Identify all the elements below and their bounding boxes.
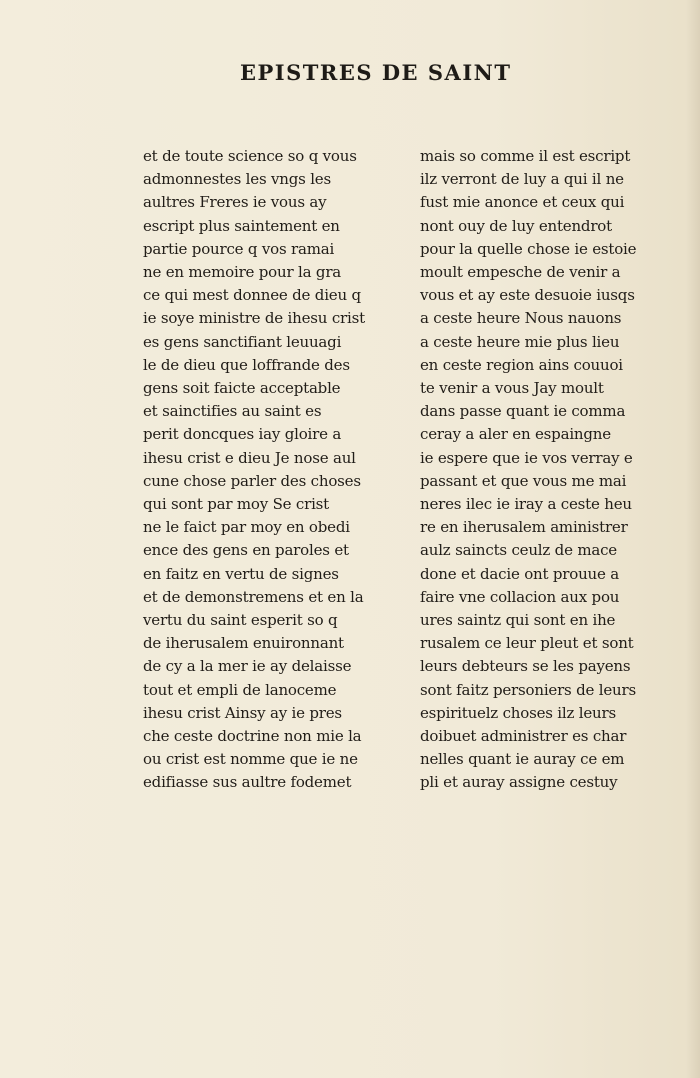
text-line: ceray a aler en espaingne — [420, 425, 611, 444]
text-line: et de demonstremens et en la — [143, 587, 364, 606]
text-line: a ceste heure Nous nauons — [420, 309, 622, 328]
text-line: sont faitz personiers de leurs — [420, 680, 636, 699]
text-column-right — [420, 145, 660, 795]
text-line: ihesu crist e dieu Je nose aul — [143, 448, 356, 467]
text-line: ence des gens en paroles et — [143, 541, 349, 560]
text-line: tout et empli de lanoceme — [143, 680, 337, 699]
text-line: faire vne collacion aux pou — [420, 587, 620, 606]
text-line: pli et auray assigne cestuy — [420, 773, 618, 792]
text-line: vertu du saint esperit so q — [143, 611, 338, 630]
text-line: edifiasse sus aultre fodemet — [143, 773, 352, 792]
text-line: leurs debteurs se les payens — [420, 657, 631, 676]
text-line: escript plus saintement en — [143, 216, 340, 235]
text-line: rusalem ce leur pleut et sont — [420, 634, 634, 653]
text-line: en faitz en vertu de signes — [143, 564, 339, 583]
text-line: moult empesche de venir a — [420, 263, 621, 282]
text-line: ne le faict par moy en obedi — [143, 518, 350, 537]
text-line: gens soit faicte acceptable — [143, 379, 341, 398]
text-line: dans passe quant ie comma — [420, 402, 626, 421]
text-line: fust mie anonce et ceux qui — [420, 193, 625, 212]
text-line: es gens sanctifiant leuuagi — [143, 332, 342, 351]
text-line: te venir a vous Jay moult — [420, 379, 604, 398]
text-line: nont ouy de luy entendrot — [420, 216, 612, 235]
text-line: de iherusalem enuironnant — [143, 634, 344, 653]
text-line: che ceste doctrine non mie la — [143, 727, 362, 746]
text-line: aulz saincts ceulz de mace — [420, 541, 617, 560]
text-line: aultres Freres ie vous ay — [143, 193, 327, 212]
text-line: de cy a la mer ie ay delaisse — [143, 657, 352, 676]
text-line: ie soye ministre de ihesu crist — [143, 309, 365, 328]
text-line: nelles quant ie auray ce em — [420, 750, 625, 769]
text-line: mais so comme il est escript — [420, 147, 631, 165]
text-line: pour la quelle chose ie estoie — [420, 239, 637, 258]
text-line: a ceste heure mie plus lieu — [420, 332, 620, 351]
text-line: neres ilec ie iray a ceste heu — [420, 495, 632, 514]
text-line: passant et que vous me mai — [420, 471, 627, 490]
text-line: ou crist est nomme que ie ne — [143, 750, 358, 769]
text-line: ilz verront de luy a qui il ne — [420, 170, 624, 189]
text-line: doibuet administrer es char — [420, 727, 627, 746]
text-line: qui sont par moy Se crist — [143, 495, 330, 514]
text-line: vous et ay este desuoie iusqs — [420, 286, 635, 305]
text-line: ce qui mest donnee de dieu q — [143, 286, 361, 305]
text-line: perit doncques iay gloire a — [143, 425, 342, 444]
text-column-left — [143, 145, 383, 795]
text-line: et sainctifies au saint es — [143, 402, 322, 421]
text-line: en ceste region ains couuoi — [420, 355, 623, 374]
running-head: EPISTRES DE SAINT — [240, 60, 512, 85]
text-line: cune chose parler des choses — [143, 471, 361, 490]
text-line: ihesu crist Ainsy ay ie pres — [143, 703, 342, 722]
text-line: partie pource q vos ramai — [143, 239, 335, 258]
text-line: re en iherusalem aministrer — [420, 518, 628, 537]
text-line: ie espere que ie vos verray e — [420, 448, 633, 467]
text-line: et de toute science so q vous — [143, 147, 357, 165]
text-line: ures saintz qui sont en ihe — [420, 611, 616, 630]
text-line: espirituelz choses ilz leurs — [420, 703, 616, 722]
text-line: ne en memoire pour la gra — [143, 263, 342, 282]
text-line: admonnestes les vngs les — [143, 170, 331, 189]
text-line: done et dacie ont prouue a — [420, 564, 619, 583]
text-line: le de dieu que loffrande des — [143, 355, 350, 374]
